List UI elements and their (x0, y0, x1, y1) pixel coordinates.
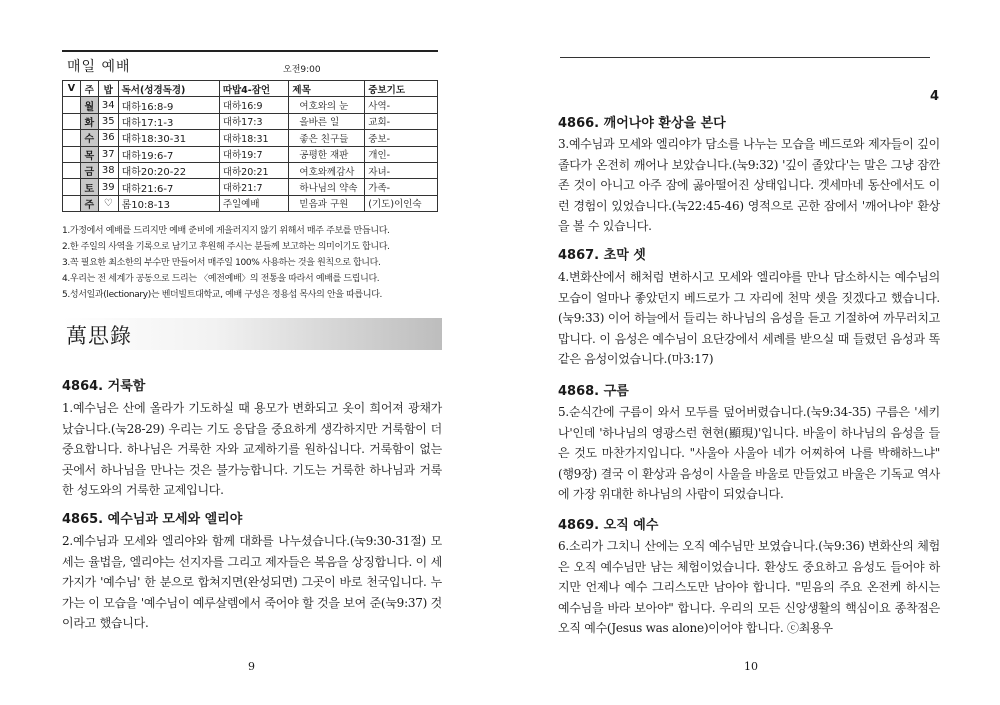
table-row (63, 179, 438, 195)
cell-check (63, 130, 81, 146)
article-body: 6.소리가 그치니 산에는 오직 예수님만 보였습니다.(눅9:36) 변화산의 체험은 오직 예수님만 남는 체험이었습니다. 환상도 중요하고 음성도 들어야 하지만 언제나 예수 그리스도만 남아야 합니다. "믿음의 주요 온전케 하시는 예수님을 바라 보아야" 합니다. 우리의 모든 신앙생활의 핵심이요 종착점은 오직 예수(Jesus was alone)이어야 합니다. ⓒ최용우 (558, 539, 940, 635)
cell-day: 화 (80, 113, 98, 129)
cell-check (63, 97, 81, 113)
header-day: 주 (80, 81, 98, 97)
note-line: 1.가정에서 예배를 드리지만 예배 준비에 게을러지지 않기 위해서 매주 주보를 만듭니다. (62, 226, 390, 236)
article-title: 4865. 예수님과 모세와 엘리야 (62, 512, 243, 527)
cell-proverbs: 대하21:7 (219, 179, 289, 195)
right-top-rule (560, 57, 930, 58)
cell-check (63, 179, 81, 195)
cell-theme: 여호와께감사 (289, 162, 365, 178)
cell-proverbs: 대하19:7 (219, 146, 289, 162)
note-line: 5.성서일과(lectionary)는 벤더빌트대학교, 예배 구성은 정용섭 목사의 안을 따릅니다. (62, 290, 383, 300)
article-title: 4868. 구름 (558, 384, 629, 399)
table-row (63, 97, 438, 113)
cell-check (63, 195, 81, 211)
cell-reading: 대하19:6-7 (118, 146, 219, 162)
header-reading: 독서(성경독경) (118, 81, 219, 97)
cell-check (63, 146, 81, 162)
article-body: 3.예수님과 모세와 엘리야가 담소를 나누는 모습을 베드로와 제자들이 깊이 졸다가 온전히 깨어나 보았습니다.(눅9:32) '깊이 졸았다'는 말은 그냥 잠깐 존 것이 아니고 아주 잠에 곯아떨어진 상태입니다. 겟세마네 동산에서도 이런 경험이 있었습니다.(눅22:45-46) 영적으로 곤한 잠에서 '깨어나야' 환상을 볼 수 있습니다. (558, 137, 940, 233)
article-body: 4.변화산에서 해처럼 변하시고 모세와 엘리야를 만나 담소하시는 예수님의 모습이 얼마나 좋았던지 베드로가 그 자리에 천막 셋을 짓겠다고 했습니다.(눅9:33) 이어 하늘에서 들리는 하나님의 음성을 듣고 기절하여 까무러치고 맙니다. 이 음성은 예수님이 요단강에서 세례를 받으실 때 들렸던 음성과 똑같은 음성이었습니다.(마3:17) (558, 270, 940, 366)
cell-reading: 대하21:6-7 (118, 179, 219, 195)
article-title: 4867. 초막 셋 (558, 248, 646, 263)
page-number: 10 (744, 660, 758, 673)
cell-prayer: 가족- (365, 179, 438, 195)
cell-proverbs: 대하20:21 (219, 162, 289, 178)
cell-prayer: 사역- (365, 97, 438, 113)
cell-reading: 대하16:8-9 (118, 97, 219, 113)
cell-week: 34 (98, 97, 118, 113)
note-line: 2.한 주일의 사역을 기록으로 남기고 후원해 주시는 분들께 보고하는 의미이기도 합니다. (62, 242, 390, 252)
cell-proverbs: 주일예배 (219, 195, 289, 211)
cell-week: 39 (98, 179, 118, 195)
page-number: 9 (248, 660, 255, 673)
article-title: 4866. 깨어나야 환상을 본다 (558, 116, 726, 131)
cell-reading: 롬10:8-13 (118, 195, 219, 211)
cell-reading: 대하17:1-3 (118, 113, 219, 129)
table-row (63, 195, 438, 211)
cell-day: 주 (80, 195, 98, 211)
right-page (500, 0, 1000, 705)
cell-prayer: (기도)이인숙 (365, 195, 438, 211)
table-row (63, 113, 438, 129)
cell-proverbs: 대하17:3 (219, 113, 289, 129)
header-proverbs: 따밥4-잠언 (219, 81, 289, 97)
cell-day: 토 (80, 179, 98, 195)
cell-theme: 좋은 친구들 (289, 130, 365, 146)
cell-reading: 대하20:20-22 (118, 162, 219, 178)
worship-time: 오전9:00 (283, 65, 321, 75)
cell-check (63, 113, 81, 129)
cell-day: 목 (80, 146, 98, 162)
cell-week: 35 (98, 113, 118, 129)
cell-theme: 여호와의 눈 (289, 97, 365, 113)
table-row (63, 146, 438, 162)
note-line: 3.꼭 필요한 최소한의 부수만 만들어서 매주일 100% 사용하는 것을 원칙으로 합니다. (62, 258, 381, 268)
cell-theme: 믿음과 구원 (289, 195, 365, 211)
cell-reading: 대하18:30-31 (118, 130, 219, 146)
cell-prayer: 개인- (365, 146, 438, 162)
cell-check (63, 162, 81, 178)
cell-proverbs: 대하16:9 (219, 97, 289, 113)
section-heading: 萬思錄 (66, 324, 132, 348)
article-title: 4864. 거룩함 (62, 379, 146, 394)
cell-week: 38 (98, 162, 118, 178)
header-theme: 제목 (289, 81, 365, 97)
cell-day: 월 (80, 97, 98, 113)
cell-prayer: 중보- (365, 130, 438, 146)
cell-theme: 올바른 일 (289, 113, 365, 129)
cell-week: 37 (98, 146, 118, 162)
header-v: V (63, 81, 81, 97)
article-body: 5.순식간에 구름이 와서 모두를 덮어버렸습니다.(눅9:34-35) 구름은 '세키나'인데 '하나님의 영광스런 현현(顯現)'입니다. 바울이 하나님의 음성을 들은 것도 마찬가지입니다. "사울아 사울아 네가 어찌하여 나를 박해하느냐"(행9장) 결국 이 환상과 음성이 사울을 바울로 만들었고 바울은 기독교 역사에 가장 위대한 하나님의 사람이 되었습니다. (558, 405, 940, 501)
table-row (63, 162, 438, 178)
worship-schedule-table (62, 80, 438, 212)
article-title: 4869. 오직 예수 (558, 518, 659, 533)
worship-top-rule (62, 50, 438, 52)
worship-title: 매일 예배 (67, 59, 131, 75)
article-body: 2.예수님과 모세와 엘리야와 함께 대화를 나누셨습니다.(눅9:30-31절) 모세는 율법을, 엘리야는 선지자를 그리고 제자들은 복음을 상징합니다. 이 세 가지가 '예수님' 한 분으로 합쳐지면(완성되면) 그곳이 바로 천국입니다. 누가는 이 모습을 '예수님이 예루살렘에서 죽어야 할 것을 보여 준(눅9:37) 것이라고 했습니다. (62, 534, 442, 630)
chapter-number: 4 (930, 89, 940, 104)
header-prayer: 중보기도 (365, 81, 438, 97)
header-week: 밥 (98, 81, 118, 97)
cell-day: 수 (80, 130, 98, 146)
article-body: 1.예수님은 산에 올라가 기도하실 때 용모가 변화되고 옷이 희어져 광채가 났습니다.(눅28-29) 우리는 기도 응답을 중요하게 생각하지만 거룩함이 더 중요합니다. 하나님은 거룩한 자와 교제하기를 원하십니다. 거룩함이 없는 곳에서 하나님을 만나는 것은 불가능합니다. 기도는 거룩한 하나님과 거룩한 성도와의 거룩한 교제입니다. (62, 401, 442, 497)
cell-week: ♡ (98, 195, 118, 211)
cell-week: 36 (98, 130, 118, 146)
note-line: 4.우리는 전 세계가 공동으로 드리는 〈예전예배〉의 전통을 따라서 예배를 드립니다. (62, 274, 380, 284)
cell-theme: 하나님의 약속 (289, 179, 365, 195)
table-row (63, 130, 438, 146)
worship-notes (62, 223, 442, 303)
cell-prayer: 교회- (365, 113, 438, 129)
table-header-row (63, 81, 438, 97)
cell-theme: 공평한 재판 (289, 146, 365, 162)
cell-day: 금 (80, 162, 98, 178)
cell-prayer: 자녀- (365, 162, 438, 178)
cell-proverbs: 대하18:31 (219, 130, 289, 146)
